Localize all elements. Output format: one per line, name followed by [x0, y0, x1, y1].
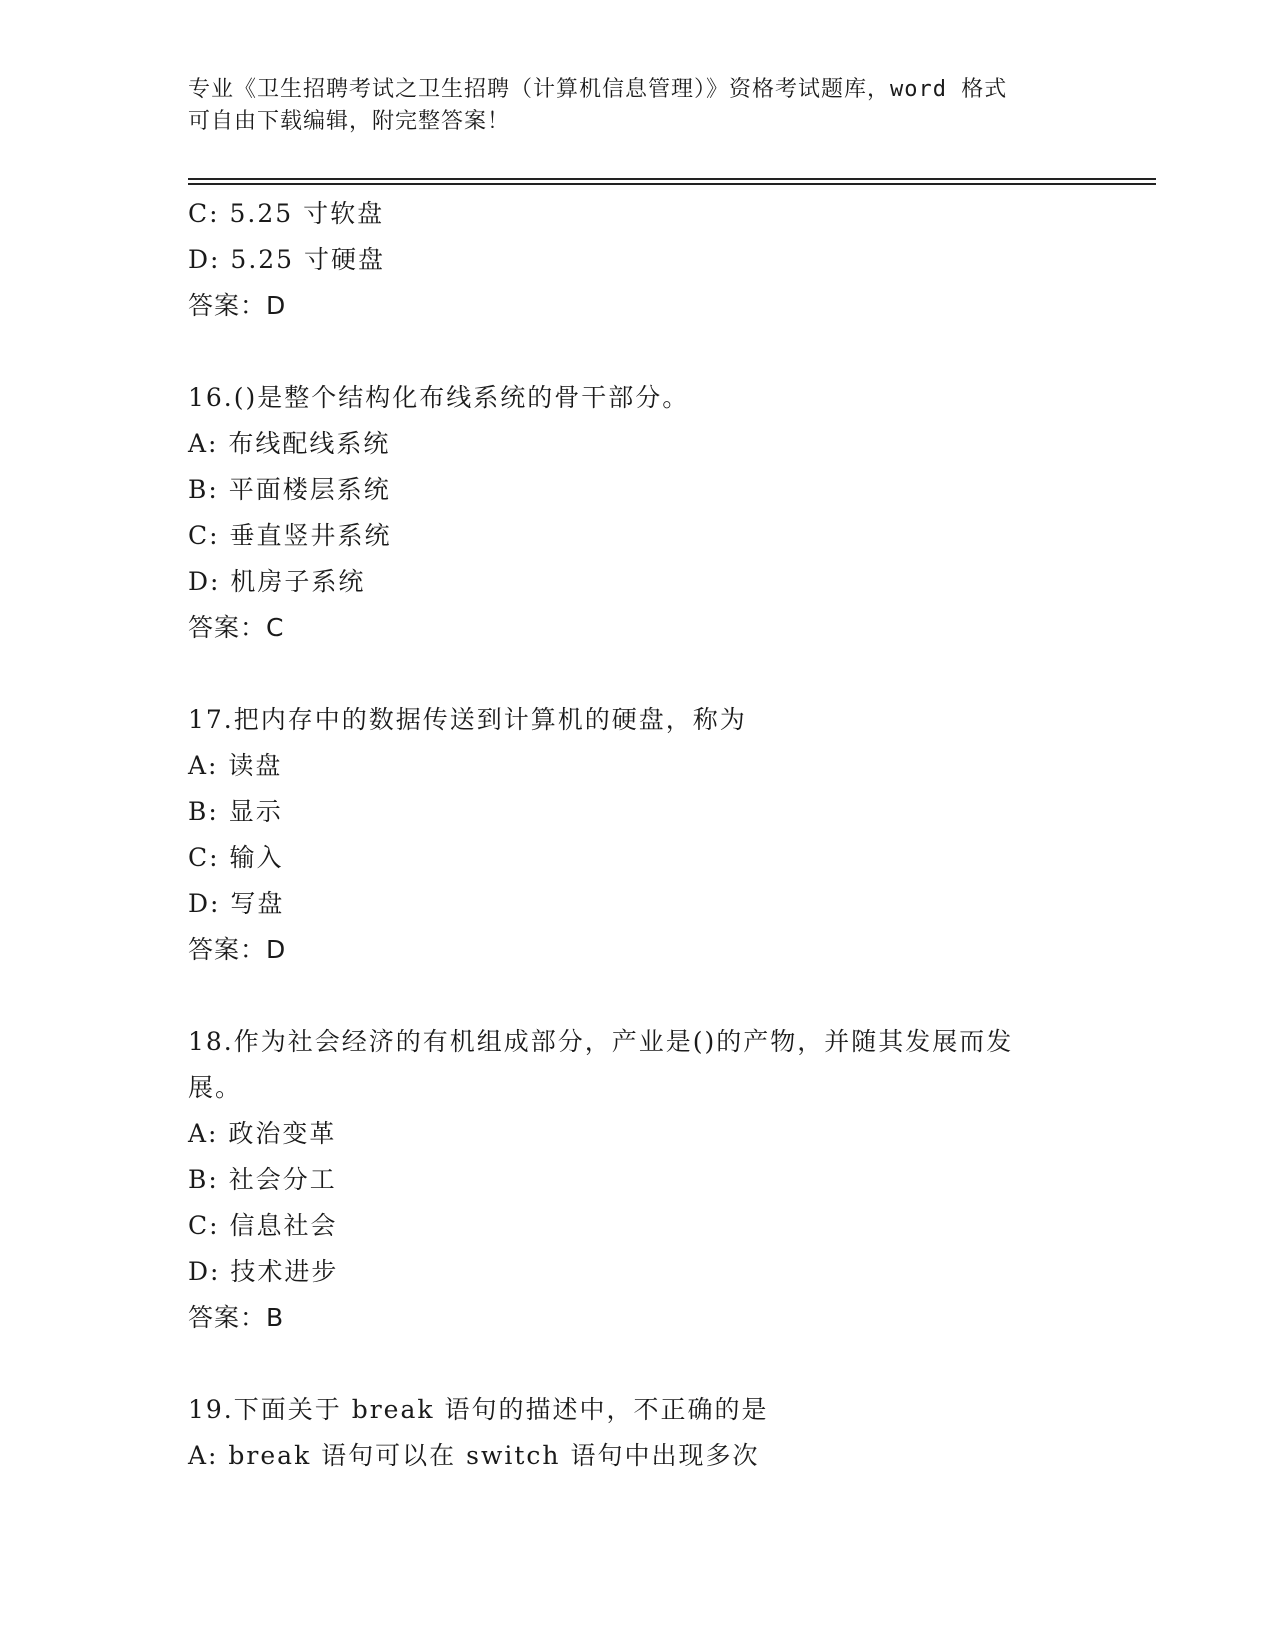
question-16 [188, 375, 1088, 651]
option-a: A: 政治变革 [188, 1119, 337, 1148]
option-b: B: 社会分工 [188, 1165, 337, 1194]
question-17 [188, 697, 1088, 973]
header-line-2: 可自由下载编辑，附完整答案！ [188, 109, 511, 134]
answer: 答案：D [188, 291, 287, 320]
option-c: C: 垂直竖井系统 [188, 521, 392, 550]
header-rule-bottom [188, 183, 1156, 185]
spacer [188, 651, 1088, 697]
question-stem: 17.把内存中的数据传送到计算机的硬盘，称为 [188, 705, 747, 734]
question-19 [188, 1387, 1088, 1479]
answer: 答案：C [188, 613, 285, 642]
question-stem: 16.()是整个结构化布线系统的骨干部分。 [188, 383, 690, 412]
option-c: C: 输入 [188, 843, 284, 872]
question-15 [188, 191, 1088, 329]
answer: 答案：D [188, 935, 287, 964]
option-d: D: 写盘 [188, 889, 285, 918]
header-line-1: 专业《卫生招聘考试之卫生招聘（计算机信息管理）》资格考试题库，word 格式 [188, 77, 1008, 102]
option-a: A: break 语句可以在 switch 语句中出现多次 [188, 1441, 760, 1470]
option-c: C: 5.25 寸软盘 [188, 199, 385, 228]
option-b: B: 显示 [188, 797, 283, 826]
option-d: D: 5.25 寸硬盘 [188, 245, 386, 274]
question-stem: 19.下面关于 break 语句的描述中，不正确的是 [188, 1395, 769, 1424]
header-rule-top [188, 178, 1156, 180]
option-d: D: 机房子系统 [188, 567, 366, 596]
question-stem: 18.作为社会经济的有机组成部分，产业是()的产物，并随其发展而发 [188, 1027, 1014, 1056]
option-b: B: 平面楼层系统 [188, 475, 391, 504]
option-c: C: 信息社会 [188, 1211, 338, 1240]
question-stem-continued: 展。 [188, 1073, 243, 1102]
answer: 答案：B [188, 1303, 285, 1332]
option-d: D: 技术进步 [188, 1257, 339, 1286]
spacer [188, 329, 1088, 375]
document-header [188, 74, 1088, 138]
spacer [188, 1341, 1088, 1387]
question-list [188, 191, 1088, 1479]
option-a: A: 读盘 [188, 751, 283, 780]
spacer [188, 973, 1088, 1019]
question-18 [188, 1019, 1088, 1341]
option-a: A: 布线配线系统 [188, 429, 391, 458]
